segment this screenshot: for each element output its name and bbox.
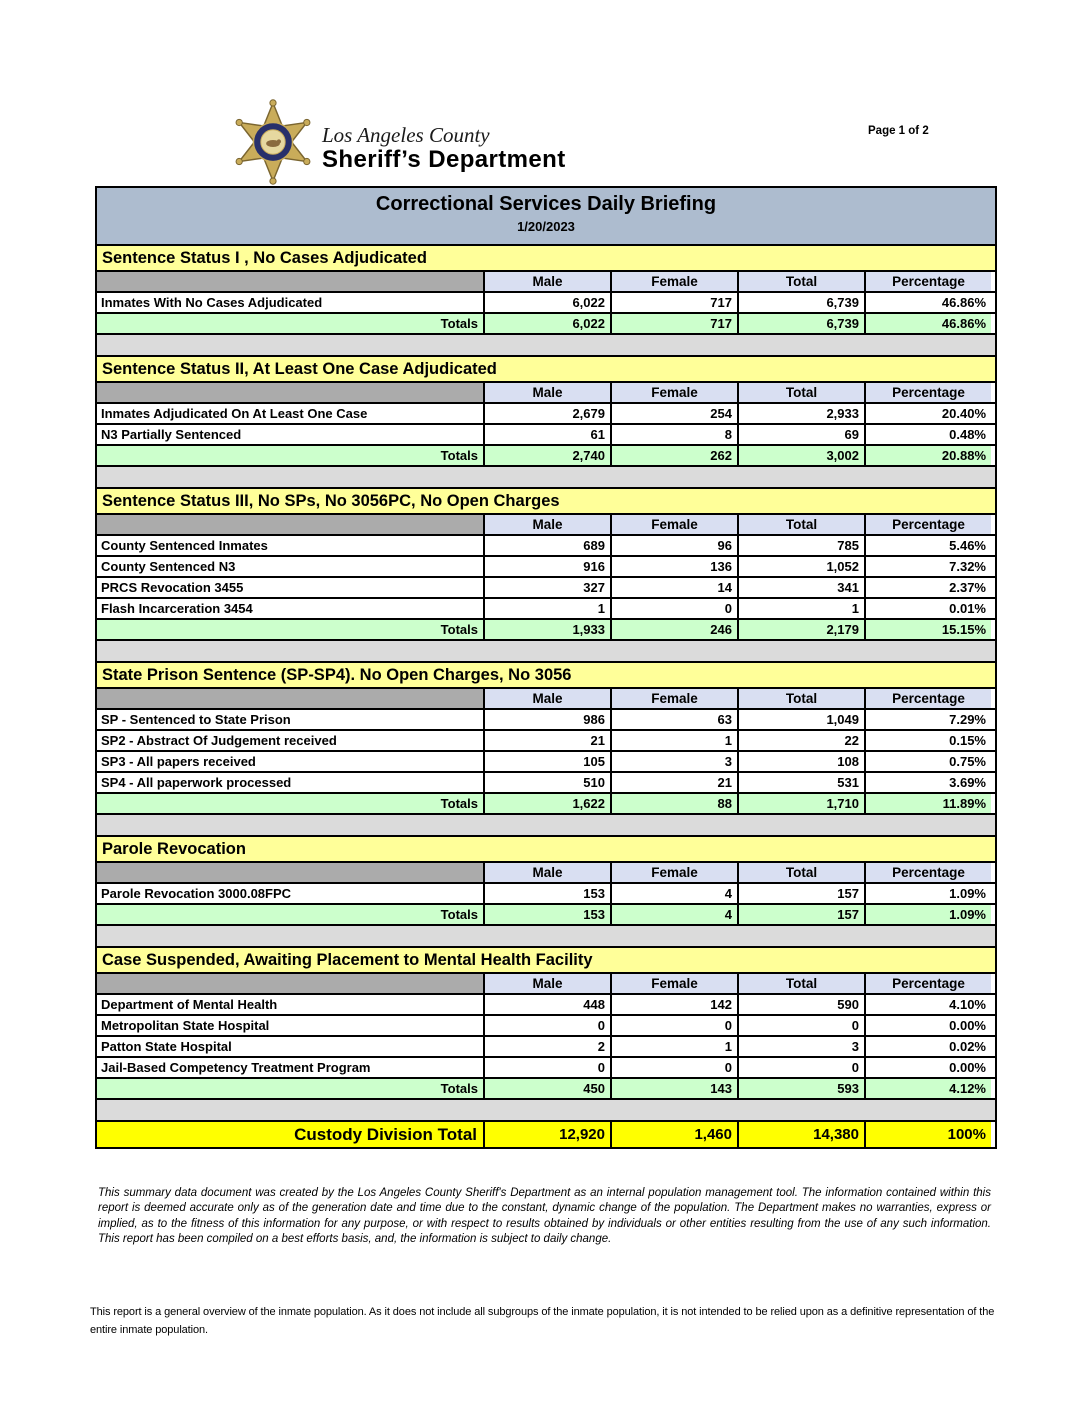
cell-female: 1	[610, 731, 737, 750]
cell-male: 2	[483, 1037, 610, 1056]
section-header-row	[97, 837, 995, 863]
column-header-row	[97, 383, 995, 404]
cell-percentage: 0.01%	[864, 599, 991, 618]
column-header-total: Total	[737, 974, 864, 993]
cell-percentage: 0.00%	[864, 1058, 991, 1077]
column-header-male: Male	[483, 383, 610, 402]
cell-female: 8	[610, 425, 737, 444]
cell-total: 6,739	[737, 314, 864, 333]
column-header-spacer	[97, 863, 483, 882]
cell-total: 22	[737, 731, 864, 750]
cell-female: 96	[610, 536, 737, 555]
column-header-spacer	[97, 515, 483, 534]
section-rows	[97, 293, 995, 335]
column-header-male: Male	[483, 515, 610, 534]
cell-percentage: 3.69%	[864, 773, 991, 792]
table-row	[97, 425, 995, 446]
cell-male: 986	[483, 710, 610, 729]
column-header-spacer	[97, 974, 483, 993]
cell-total: 6,739	[737, 293, 864, 312]
row-label: SP4 - All paperwork processed	[97, 773, 483, 792]
column-header-spacer	[97, 383, 483, 402]
column-header-female: Female	[610, 272, 737, 291]
cell-male: 689	[483, 536, 610, 555]
section-rows	[97, 536, 995, 641]
cell-male: 153	[483, 884, 610, 903]
cell-total: 1,710	[737, 794, 864, 813]
cell-female: 717	[610, 293, 737, 312]
cell-total: 341	[737, 578, 864, 597]
cell-female: 717	[610, 314, 737, 333]
cell-total: 157	[737, 884, 864, 903]
column-header-female: Female	[610, 383, 737, 402]
cell-total: 0	[737, 1058, 864, 1077]
totals-row	[97, 794, 995, 815]
table-row	[97, 557, 995, 578]
table-row	[97, 1037, 995, 1058]
report-section	[97, 663, 995, 837]
table-row	[97, 536, 995, 557]
column-header-spacer	[97, 689, 483, 708]
column-header-percentage: Percentage	[864, 974, 991, 993]
column-header-row	[97, 515, 995, 536]
cell-percentage: 7.29%	[864, 710, 991, 729]
cell-female: 4	[610, 905, 737, 924]
row-label: Department of Mental Health	[97, 995, 483, 1014]
column-header-male: Male	[483, 689, 610, 708]
cell-percentage: 0.00%	[864, 1016, 991, 1035]
section-header-row	[97, 357, 995, 383]
column-header-total: Total	[737, 272, 864, 291]
grand-total-female: 1,460	[610, 1122, 737, 1147]
section-rows	[97, 710, 995, 815]
row-label: Parole Revocation 3000.08FPC	[97, 884, 483, 903]
section-gap	[97, 335, 995, 357]
cell-female: 88	[610, 794, 737, 813]
totals-label: Totals	[97, 620, 483, 639]
cell-total: 593	[737, 1079, 864, 1098]
table-row	[97, 404, 995, 425]
cell-female: 254	[610, 404, 737, 423]
section-header-row	[97, 246, 995, 272]
cell-male: 21	[483, 731, 610, 750]
section-header-row	[97, 489, 995, 515]
row-label: Patton State Hospital	[97, 1037, 483, 1056]
cell-female: 4	[610, 884, 737, 903]
totals-row	[97, 1079, 995, 1100]
row-label: SP3 - All papers received	[97, 752, 483, 771]
totals-row	[97, 905, 995, 926]
cell-percentage: 15.15%	[864, 620, 991, 639]
sheriff-star-badge-icon	[230, 98, 316, 191]
cell-total: 108	[737, 752, 864, 771]
cell-percentage: 11.89%	[864, 794, 991, 813]
report-section	[97, 489, 995, 663]
cell-male: 153	[483, 905, 610, 924]
row-label: PRCS Revocation 3455	[97, 578, 483, 597]
section-title: Case Suspended, Awaiting Placement to Mental Health Facility	[102, 951, 593, 969]
row-label: County Sentenced N3	[97, 557, 483, 576]
logo-county-text: Los Angeles County	[322, 122, 490, 147]
totals-label: Totals	[97, 794, 483, 813]
report-sections	[97, 246, 995, 1122]
column-header-row	[97, 863, 995, 884]
row-label: SP - Sentenced to State Prison	[97, 710, 483, 729]
agency-logo	[230, 98, 566, 191]
row-label: County Sentenced Inmates	[97, 536, 483, 555]
cell-male: 6,022	[483, 293, 610, 312]
cell-male: 1,933	[483, 620, 610, 639]
cell-male: 105	[483, 752, 610, 771]
column-header-female: Female	[610, 974, 737, 993]
totals-label: Totals	[97, 314, 483, 333]
column-header-male: Male	[483, 863, 610, 882]
section-rows	[97, 995, 995, 1100]
report-title: Correctional Services Daily Briefing	[375, 193, 717, 215]
cell-total: 69	[737, 425, 864, 444]
column-header-male: Male	[483, 272, 610, 291]
cell-male: 2,740	[483, 446, 610, 465]
row-label: SP2 - Abstract Of Judgement received	[97, 731, 483, 750]
cell-male: 448	[483, 995, 610, 1014]
cell-total: 785	[737, 536, 864, 555]
cell-female: 142	[610, 995, 737, 1014]
cell-total: 2,179	[737, 620, 864, 639]
cell-percentage: 0.15%	[864, 731, 991, 750]
cell-total: 1	[737, 599, 864, 618]
cell-female: 262	[610, 446, 737, 465]
cell-male: 1	[483, 599, 610, 618]
table-row	[97, 293, 995, 314]
section-title: State Prison Sentence (SP-SP4). No Open Charges, No 3056	[102, 666, 572, 684]
cell-female: 14	[610, 578, 737, 597]
table-row	[97, 752, 995, 773]
cell-percentage: 20.40%	[864, 404, 991, 423]
totals-row	[97, 446, 995, 467]
cell-percentage: 1.09%	[864, 884, 991, 903]
disclaimer-text: This summary data document was created by the Los Angeles County Sheriff's Department as an internal population management tool. The information contained within this report is deemed accurate only as of the generation date and time due to the constant, dynamic change of the population. The Department makes no warranties, express or implied, as to the fitness of this information for any purpose, or with respect to results obtained by individuals or other entities resulting from the use of any such information. This report has been compiled on a best efforts basis, and, the information is subject to daily change.	[98, 1187, 991, 1245]
cell-male: 1,622	[483, 794, 610, 813]
cell-percentage: 46.86%	[864, 293, 991, 312]
cell-percentage: 0.48%	[864, 425, 991, 444]
cell-female: 3	[610, 752, 737, 771]
cell-percentage: 46.86%	[864, 314, 991, 333]
report-section	[97, 246, 995, 357]
cell-male: 2,679	[483, 404, 610, 423]
cell-male: 61	[483, 425, 610, 444]
section-gap	[97, 1100, 995, 1122]
cell-female: 63	[610, 710, 737, 729]
table-row	[97, 773, 995, 794]
cell-percentage: 5.46%	[864, 536, 991, 555]
column-header-female: Female	[610, 515, 737, 534]
cell-male: 916	[483, 557, 610, 576]
row-label: Jail-Based Competency Treatment Program	[97, 1058, 483, 1077]
section-title: Sentence Status I , No Cases Adjudicated	[102, 249, 427, 267]
table-row	[97, 578, 995, 599]
section-rows	[97, 404, 995, 467]
section-header-row	[97, 663, 995, 689]
column-header-spacer	[97, 272, 483, 291]
cell-female: 21	[610, 773, 737, 792]
cell-total: 1,049	[737, 710, 864, 729]
table-row	[97, 995, 995, 1016]
section-title: Parole Revocation	[102, 840, 246, 858]
grand-total-male: 12,920	[483, 1122, 610, 1147]
column-header-total: Total	[737, 863, 864, 882]
column-header-row	[97, 974, 995, 995]
briefing-table	[95, 186, 997, 1149]
cell-percentage: 0.02%	[864, 1037, 991, 1056]
cell-total: 0	[737, 1016, 864, 1035]
section-gap	[97, 815, 995, 837]
custody-total-row	[97, 1122, 995, 1147]
cell-total: 531	[737, 773, 864, 792]
column-header-percentage: Percentage	[864, 383, 991, 402]
table-row	[97, 1016, 995, 1037]
report-section	[97, 357, 995, 489]
totals-label: Totals	[97, 1079, 483, 1098]
grand-total-label: Custody Division Total	[97, 1122, 483, 1147]
cell-total: 590	[737, 995, 864, 1014]
row-label: Metropolitan State Hospital	[97, 1016, 483, 1035]
cell-percentage: 2.37%	[864, 578, 991, 597]
cell-total: 1,052	[737, 557, 864, 576]
overview-note-text: This report is a general overview of the inmate population. As it does not include all subgroups of the inmate population, it is not intended to be relied upon as a definitive representation of the entire inmate population.	[90, 1306, 995, 1337]
cell-male: 0	[483, 1058, 610, 1077]
column-header-row	[97, 689, 995, 710]
column-header-total: Total	[737, 689, 864, 708]
cell-total: 157	[737, 905, 864, 924]
column-header-female: Female	[610, 863, 737, 882]
table-row	[97, 599, 995, 620]
row-label: Inmates Adjudicated On At Least One Case	[97, 404, 483, 423]
cell-female: 0	[610, 1058, 737, 1077]
cell-female: 1	[610, 1037, 737, 1056]
cell-female: 143	[610, 1079, 737, 1098]
cell-total: 2,933	[737, 404, 864, 423]
grand-total-total: 14,380	[737, 1122, 864, 1147]
agency-name	[322, 123, 566, 173]
cell-female: 0	[610, 599, 737, 618]
row-label: N3 Partially Sentenced	[97, 425, 483, 444]
section-rows	[97, 884, 995, 926]
logo-department-text: Sheriff’s Department	[322, 145, 566, 173]
section-gap	[97, 467, 995, 489]
section-gap	[97, 641, 995, 663]
column-header-percentage: Percentage	[864, 689, 991, 708]
column-header-percentage: Percentage	[864, 863, 991, 882]
cell-male: 327	[483, 578, 610, 597]
cell-percentage: 7.32%	[864, 557, 991, 576]
section-title: Sentence Status III, No SPs, No 3056PC, No Open Charges	[102, 492, 560, 510]
column-header-row	[97, 272, 995, 293]
cell-male: 6,022	[483, 314, 610, 333]
section-gap	[97, 926, 995, 948]
totals-label: Totals	[97, 905, 483, 924]
table-row	[97, 884, 995, 905]
cell-total: 3	[737, 1037, 864, 1056]
column-header-percentage: Percentage	[864, 515, 991, 534]
report-section	[97, 948, 995, 1122]
cell-female: 136	[610, 557, 737, 576]
totals-row	[97, 620, 995, 641]
cell-total: 3,002	[737, 446, 864, 465]
totals-label: Totals	[97, 446, 483, 465]
section-header-row	[97, 948, 995, 974]
cell-percentage: 1.09%	[864, 905, 991, 924]
report-section	[97, 837, 995, 948]
row-label: Inmates With No Cases Adjudicated	[97, 293, 483, 312]
column-header-total: Total	[737, 383, 864, 402]
cell-percentage: 0.75%	[864, 752, 991, 771]
cell-male: 450	[483, 1079, 610, 1098]
cell-male: 510	[483, 773, 610, 792]
section-title: Sentence Status II, At Least One Case Adjudicated	[102, 360, 497, 378]
cell-percentage: 20.88%	[864, 446, 991, 465]
cell-percentage: 4.10%	[864, 995, 991, 1014]
column-header-female: Female	[610, 689, 737, 708]
totals-row	[97, 314, 995, 335]
cell-percentage: 4.12%	[864, 1079, 991, 1098]
table-row	[97, 710, 995, 731]
table-row	[97, 1058, 995, 1079]
column-header-male: Male	[483, 974, 610, 993]
column-header-percentage: Percentage	[864, 272, 991, 291]
column-header-total: Total	[737, 515, 864, 534]
cell-female: 246	[610, 620, 737, 639]
row-label: Flash Incarceration 3454	[97, 599, 483, 618]
title-bar	[97, 188, 995, 246]
grand-total-percentage: 100%	[864, 1122, 991, 1147]
page-number: Page 1 of 2	[868, 125, 929, 137]
table-row	[97, 731, 995, 752]
report-date: 1/20/2023	[517, 219, 575, 234]
cell-male: 0	[483, 1016, 610, 1035]
cell-female: 0	[610, 1016, 737, 1035]
